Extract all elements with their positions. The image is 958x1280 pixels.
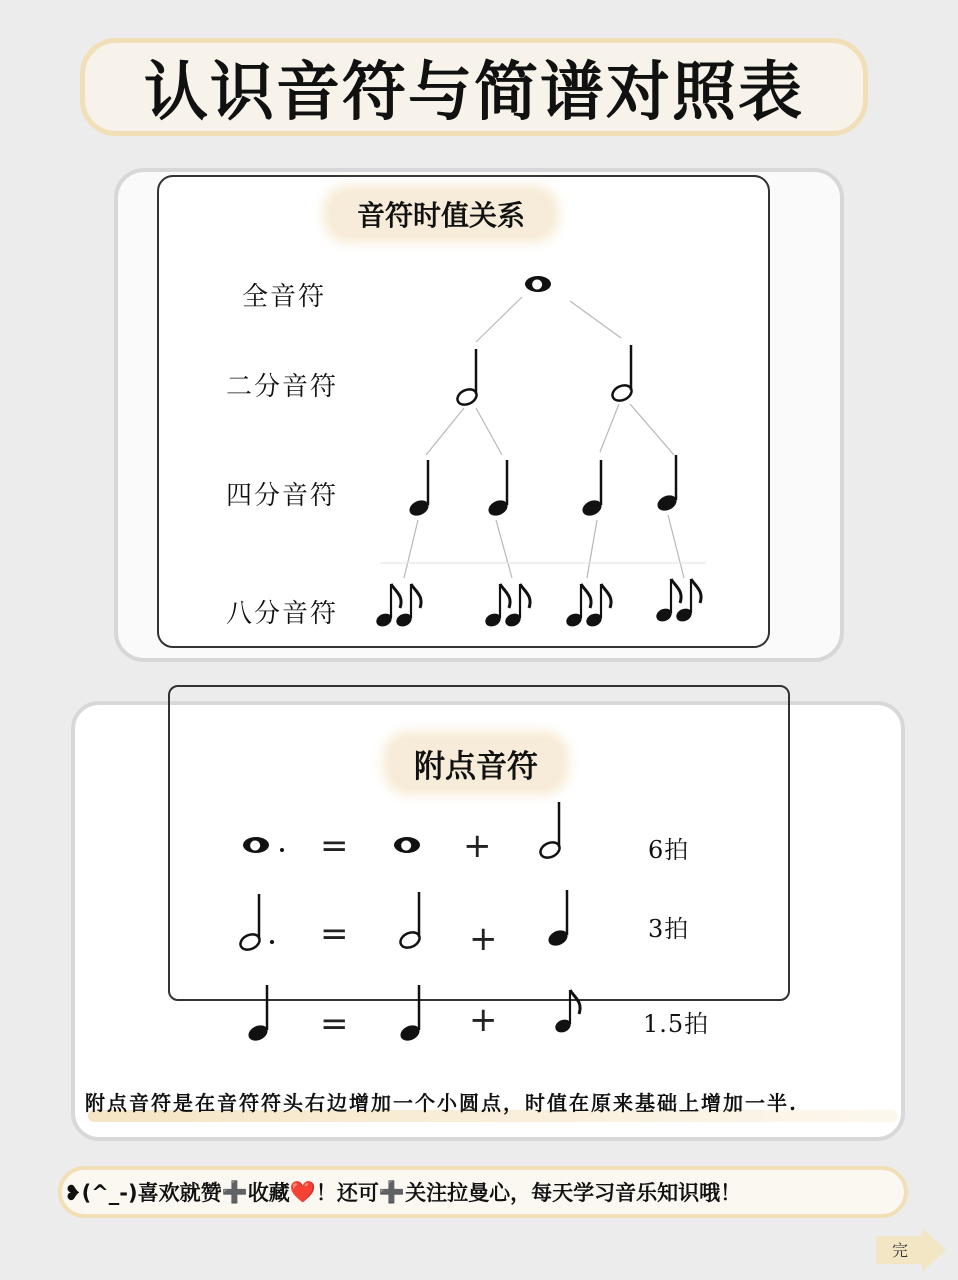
label-quarter-note: 四分音符 [226, 481, 339, 511]
plus-sign: + [469, 1000, 498, 1040]
equals-sign: = [320, 914, 349, 954]
beats-label: 1.5拍 [643, 1010, 710, 1038]
label-eighth-note: 八分音符 [226, 599, 339, 629]
label-half-note: 二分音符 [226, 372, 339, 402]
footer-save: 收藏 [247, 1181, 290, 1205]
section-heading-note-values: 音符时值关系 [330, 192, 552, 236]
equals-sign: = [320, 1004, 349, 1044]
heart-icon: ❤️ [289, 1179, 316, 1204]
section-heading-dotted-notes: 附点音符 [390, 738, 562, 788]
plus-icon: ➕ [221, 1179, 248, 1204]
label-whole-note: 全音符 [242, 282, 327, 312]
note-values-frame [157, 175, 770, 648]
footer-mid: ！还可 [315, 1181, 379, 1205]
footer-prefix: ❥(^_-)喜欢就赞 [64, 1181, 222, 1205]
footer-message [64, 1166, 904, 1218]
equals-sign: = [320, 826, 349, 866]
beats-label: 3拍 [648, 915, 690, 943]
dotted-note-explanation: 附点音符是在音符符头右边增加一个小圆点，时值在原来基础上增加一半. [85, 1091, 798, 1115]
finish-label[interactable]: 完 [892, 1241, 909, 1260]
footer-rest: 关注拉曼心，每天学习音乐知识哦！ [405, 1181, 742, 1205]
plus-icon: ➕ [378, 1179, 406, 1204]
beats-label: 6拍 [648, 836, 690, 864]
plus-sign: + [463, 826, 492, 866]
page-title: 认识音符与简谱对照表 [144, 56, 804, 130]
plus-sign: + [469, 919, 498, 959]
